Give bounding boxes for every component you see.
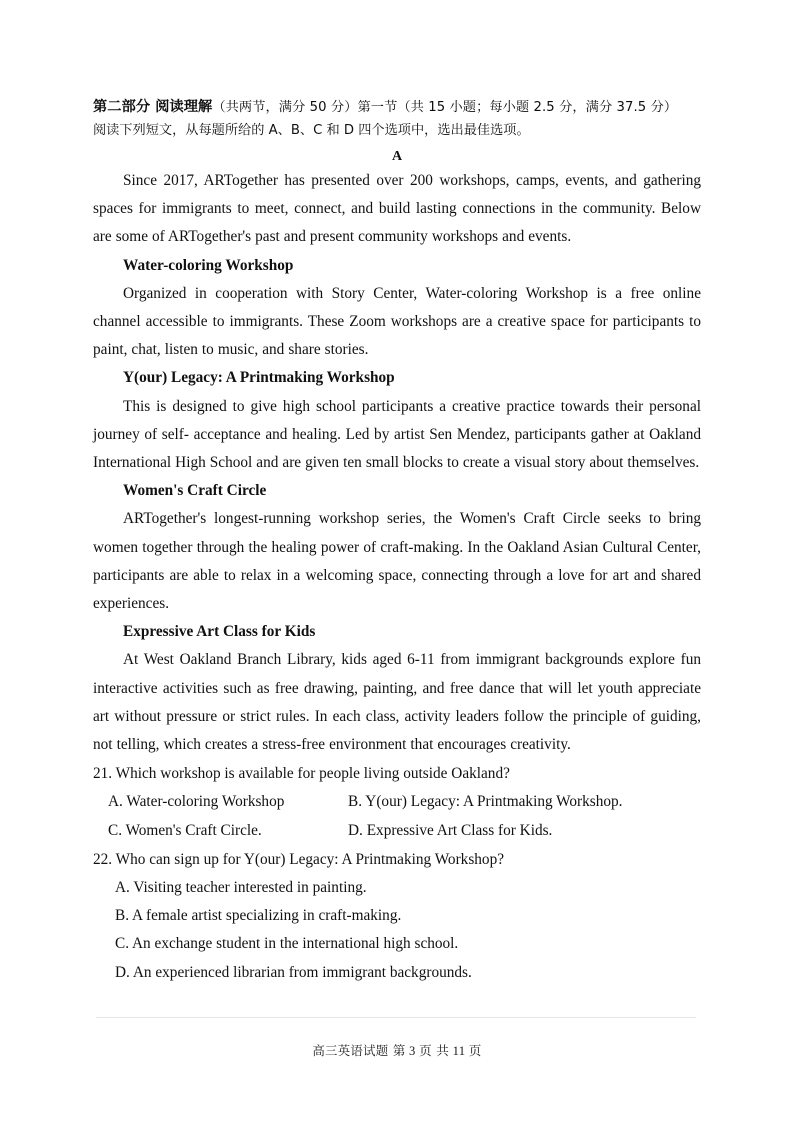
page-footer (0, 1040, 794, 1059)
question-21 (93, 760, 701, 845)
passage-label: A (391, 149, 403, 164)
question-21-stem: 21. Which workshop is available for people living outside Oakland? (93, 765, 510, 783)
passage-heading-expressive-art: Expressive Art Class for Kids (123, 623, 316, 641)
question-22-option-a[interactable]: A. Visiting teacher interested in painting. (115, 879, 367, 897)
question-21-option-c[interactable]: C. Women's Craft Circle. (108, 821, 262, 839)
passage-intro: Since 2017, ARTogether has presented over 200 workshops, camps, events, and gathering spaces for immigrants to meet, connect, and build lasting connections in the community. Below are some of ARTogether's past and present community workshops and events. (93, 172, 701, 246)
footer-page-current: 第 3 页 (392, 1044, 432, 1058)
page-content (93, 96, 701, 987)
question-21-options-row-1 (93, 788, 701, 816)
question-22-stem: 22. Who can sign up for Y(our) Legacy: A Printmaking Workshop? (93, 850, 505, 868)
question-22 (93, 846, 701, 987)
passage-heading-printmaking: Y(our) Legacy: A Printmaking Workshop (123, 369, 395, 387)
footer-divider (96, 1017, 696, 1018)
passage-body-craft-circle: ARTogether's longest-running workshop series, the Women's Craft Circle seeks to bring women together through the healing power of craft-making. In the Oakland Asian Cultural Center, participants are able to relax in a welcoming space, connecting through a love for art and shared experiences. (93, 510, 701, 613)
passage-body-expressive-art: At West Oakland Branch Library, kids aged 6-11 from immigrant backgrounds explore fun interactive activities such as free drawing, painting, and free dance that will let youth appreciate art without pressure or strict rules. In each class, activity leaders follow the principle of guiding, not telling, which creates a stress-free environment that encourages creativity. (93, 651, 701, 754)
question-21-option-d[interactable]: D. Expressive Art Class for Kids. (348, 821, 553, 839)
question-22-option-d[interactable]: D. An experienced librarian from immigrant backgrounds. (115, 963, 472, 981)
footer-subject: 高三英语试题 (312, 1043, 389, 1058)
section-part-scope: （共两节，满分 50 分）第一节（共 15 小题；每小题 2.5 分，满分 37.5 分） (212, 100, 678, 115)
passage-body-water-coloring: Organized in cooperation with Story Center, Water-coloring Workshop is a free online channel accessible to immigrants. These Zoom workshops are a creative space for participants to paint, chat, listen to music, and share stories. (93, 284, 701, 359)
question-21-option-b[interactable]: B. Y(our) Legacy: A Printmaking Workshop. (348, 793, 623, 811)
question-21-option-a[interactable]: A. Water-coloring Workshop (108, 793, 285, 811)
section-header (93, 96, 701, 119)
footer-page-total: 共 11 页 (436, 1044, 482, 1058)
question-22-option-c[interactable]: C. An exchange student in the international high school. (115, 935, 459, 953)
section-part-label: 第二部分 阅读理解 (93, 99, 213, 115)
passage-body-printmaking: This is designed to give high school participants a creative practice towards their personal journey of self- acceptance and healing. Led by artist Sen Mendez, participants gather at Oakland International High School and are given ten small blocks to create a visual story about themselves. (93, 397, 701, 472)
passage-heading-craft-circle: Women's Craft Circle (123, 482, 267, 500)
question-22-option-b[interactable]: B. A female artist specializing in craft-making. (115, 907, 402, 925)
question-21-options-row-2 (93, 817, 701, 845)
section-instruction: 阅读下列短文，从每题所给的 A、B、C 和 D 四个选项中，选出最佳选项。 (93, 123, 530, 138)
passage-heading-water-coloring: Water-coloring Workshop (123, 256, 294, 274)
